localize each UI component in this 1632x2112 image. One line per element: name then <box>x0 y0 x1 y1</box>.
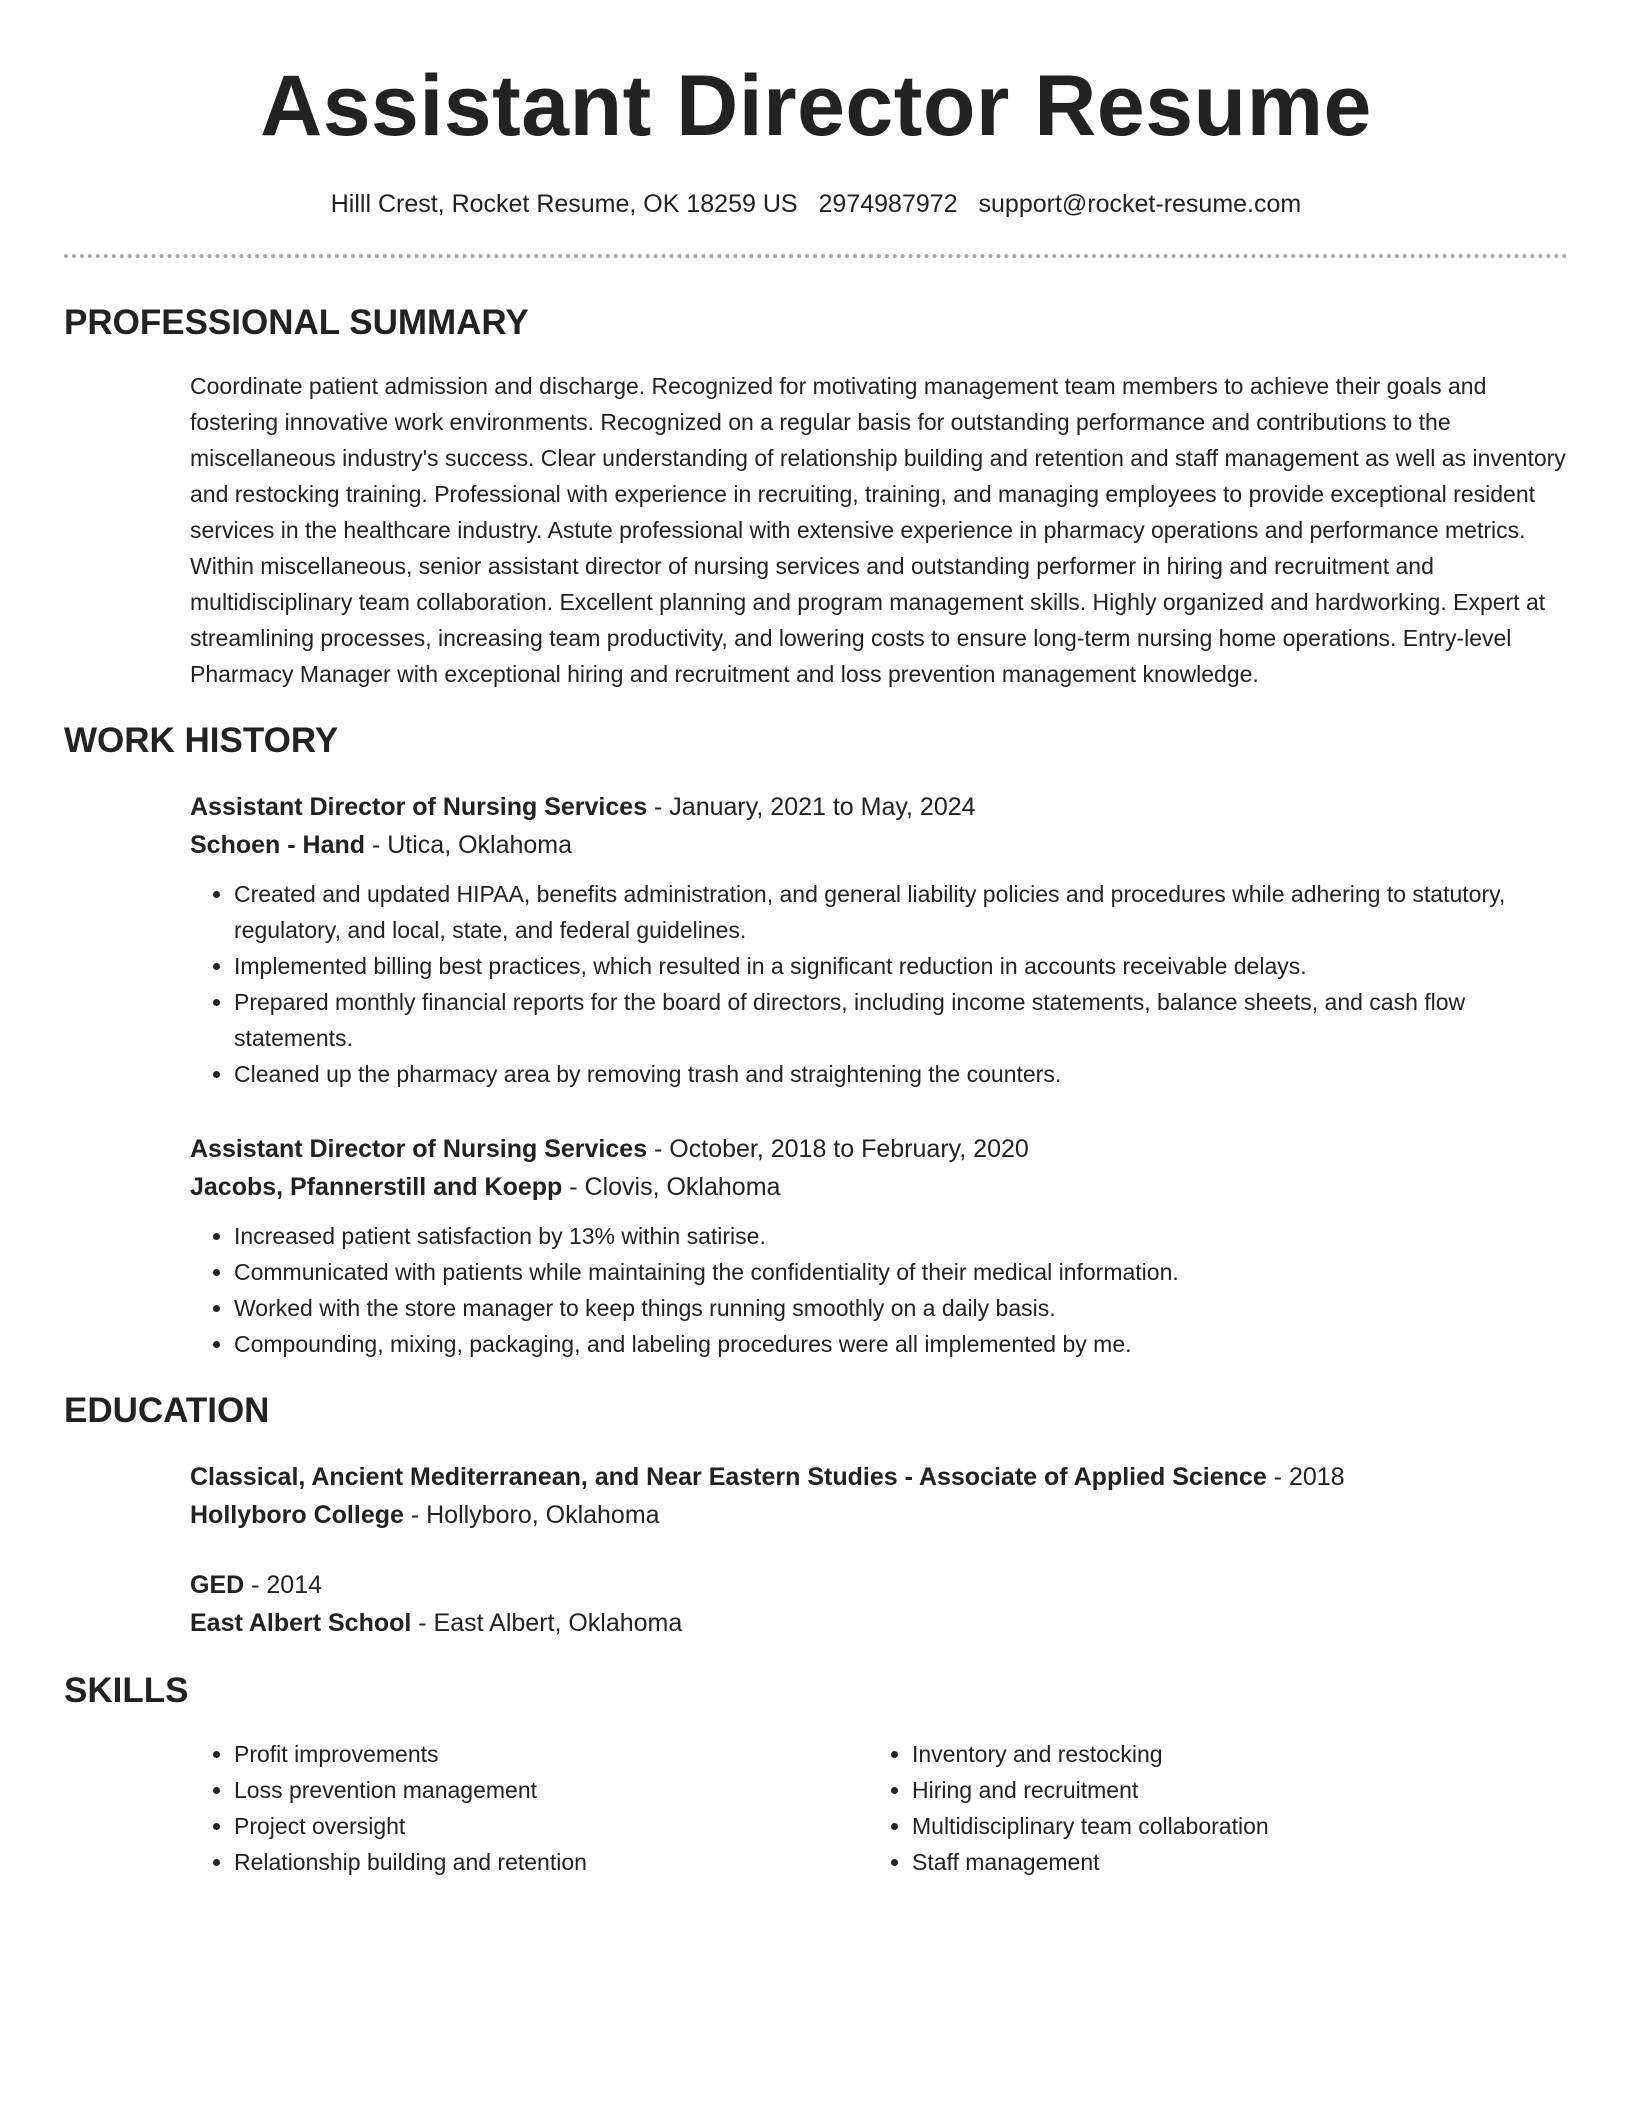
summary-text: Coordinate patient admission and discharge. Recognized for motivating management team members to achieve their goals and fostering innovative work environments. Recognized on a regular basis for outstanding performance and contributions to the miscellaneous industry's success. Clear understanding of relationship building and retention and staff management as well as inventory and restocking training. Professional with experience in recruiting, training, and managing employees to provide exceptional resident services in the healthcare industry. Astute professional with extensive experience in pharmacy operations and performance metrics. Within miscellaneous, senior assistant director of nursing services and outstanding performer in hiring and recruitment and multidisciplinary team collaboration. Excellent planning and program management skills. Highly organized and hardworking. Expert at streamlining processes, increasing team productivity, and lowering costs to ensure long-term nursing home operations. Entry-level Pharmacy Manager with exceptional hiring and recruitment and loss prevention management knowledge. <box>190 373 1566 687</box>
job-entry <box>190 1130 1568 1362</box>
job-location: - Utica, Oklahoma <box>365 831 573 859</box>
job-company: Schoen - Hand <box>190 831 366 859</box>
list-item: • Prepared monthly financial reports for the board of directors, including income statements, balance sheets, and cash flow statements. <box>234 984 1568 1056</box>
list-item: • Cleaned up the pharmacy area by removing trash and straightening the counters. <box>234 1056 1568 1092</box>
skill-item: • Inventory and restocking <box>912 1736 1546 1772</box>
list-item: • Worked with the store manager to keep things running smoothly on a daily basis. <box>234 1290 1568 1326</box>
job-bullets <box>190 876 1568 1092</box>
list-item: • Increased patient satisfaction by 13% within satirise. <box>234 1218 1568 1254</box>
skills-column-left <box>190 1736 868 1880</box>
school-line <box>190 1604 1568 1642</box>
skills-column-right <box>868 1736 1546 1880</box>
job-location: - Clovis, Oklahoma <box>562 1173 781 1201</box>
degree-line <box>190 1458 1568 1496</box>
job-bullets <box>190 1218 1568 1362</box>
list-item: • Compounding, mixing, packaging, and labeling procedures were all implemented by me. <box>234 1326 1568 1362</box>
skills-list <box>190 1736 868 1880</box>
education-entry <box>190 1458 1568 1534</box>
job-title: Assistant Director of Nursing Services <box>190 1135 648 1163</box>
job-dates: - January, 2021 to May, 2024 <box>647 793 976 821</box>
school: East Albert School <box>190 1609 412 1637</box>
resume-title: Assistant Director Resume <box>260 58 1372 154</box>
job-title-line <box>190 788 1568 826</box>
header-divider <box>64 254 1568 258</box>
skill-item: • Profit improvements <box>234 1736 868 1772</box>
skill-item: • Relationship building and retention <box>234 1844 868 1880</box>
degree-year: - 2018 <box>1266 1463 1345 1491</box>
school-location: - Hollyboro, Oklahoma <box>403 1501 660 1529</box>
contact-address: Hilll Crest, Rocket Resume, OK 18259 US <box>330 190 798 218</box>
contact-phone: 2974987972 <box>818 190 958 218</box>
contact-line <box>64 188 1568 220</box>
skill-item: • Staff management <box>912 1844 1546 1880</box>
job-title: Assistant Director of Nursing Services <box>190 793 648 821</box>
degree-year: - 2014 <box>244 1571 323 1599</box>
skills-heading: SKILLS <box>64 1671 189 1710</box>
job-company-line <box>190 826 1568 864</box>
summary-heading: PROFESSIONAL SUMMARY <box>64 303 529 342</box>
job-company-line <box>190 1168 1568 1206</box>
school-line <box>190 1496 1568 1534</box>
education-heading: EDUCATION <box>64 1391 270 1430</box>
degree: Classical, Ancient Mediterranean, and Near Eastern Studies - Associate of Applied Science <box>190 1463 1267 1491</box>
skill-item: • Project oversight <box>234 1808 868 1844</box>
job-company: Jacobs, Pfannerstill and Koepp <box>190 1173 563 1201</box>
degree-line <box>190 1566 1568 1604</box>
skills-grid <box>190 1736 1568 1880</box>
skill-item: • Multidisciplinary team collaboration <box>912 1808 1546 1844</box>
degree: GED <box>190 1571 245 1599</box>
list-item: • Created and updated HIPAA, benefits administration, and general liability policies and procedures while adhering to statutory, regulatory, and local, state, and federal guidelines. <box>234 876 1568 948</box>
job-entry <box>190 788 1568 1092</box>
contact-email: support@rocket-resume.com <box>978 190 1302 218</box>
work-history-heading: WORK HISTORY <box>64 721 339 760</box>
school: Hollyboro College <box>190 1501 404 1529</box>
school-location: - East Albert, Oklahoma <box>411 1609 683 1637</box>
list-item: • Communicated with patients while maintaining the confidentiality of their medical information. <box>234 1254 1568 1290</box>
education-entry <box>190 1566 1568 1642</box>
skill-item: • Hiring and recruitment <box>912 1772 1546 1808</box>
job-dates: - October, 2018 to February, 2020 <box>647 1135 1029 1163</box>
skills-list <box>868 1736 1546 1880</box>
skill-item: • Loss prevention management <box>234 1772 868 1808</box>
job-title-line <box>190 1130 1568 1168</box>
list-item: • Implemented billing best practices, which resulted in a significant reduction in accounts receivable delays. <box>234 948 1568 984</box>
